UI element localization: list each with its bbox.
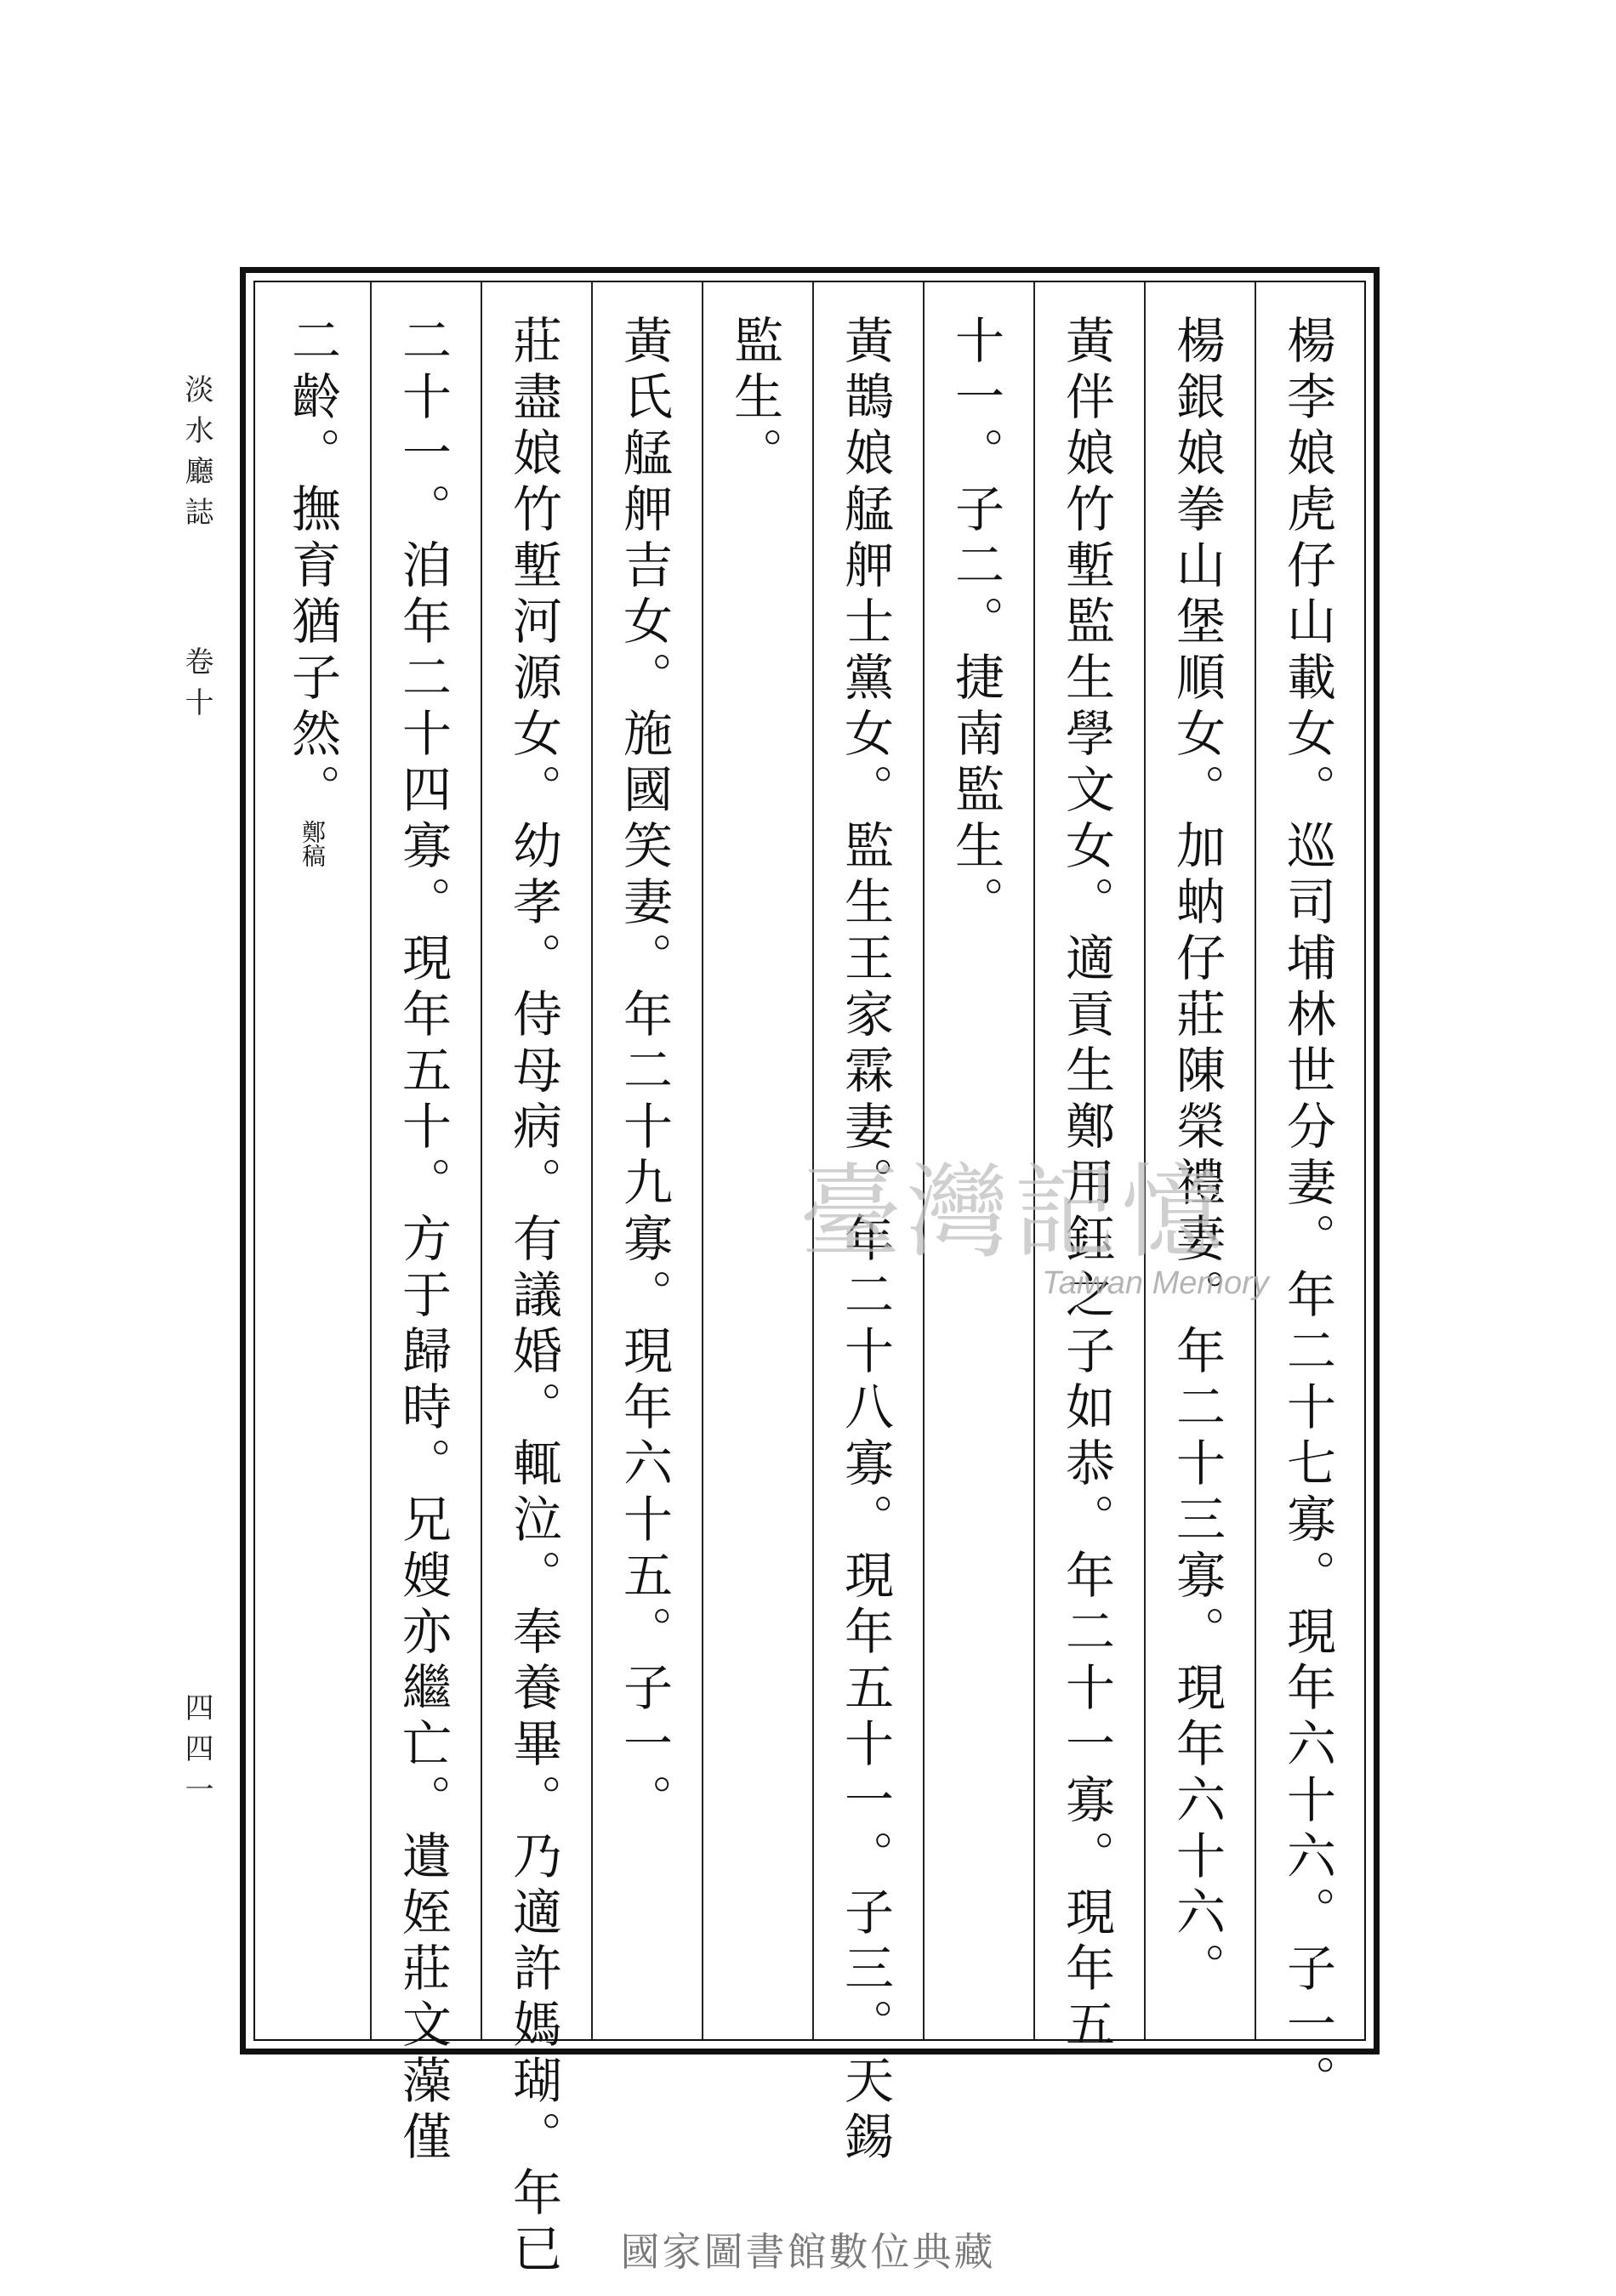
page-number: 四四一 — [179, 1692, 213, 1815]
volume-label: 卷十 — [179, 646, 213, 728]
text-column-4: 十一。子二。捷南監生。 — [947, 315, 1004, 932]
text-column-3: 黃伴娘竹塹監生學文女。適貢生鄭用鈺之子如恭。年二十一寡。現年五 — [1057, 315, 1115, 2054]
column-rule — [591, 282, 593, 2039]
source-note: 鄭稿 — [299, 820, 327, 867]
text-column-9: 二十一。洎年二十四寡。現年五十。方于歸時。兄嫂亦繼亡。遺姪莊文藻僅 — [394, 315, 452, 2167]
text-column-5: 黃鵲娘艋舺士黨女。監生王家霖妻。年二十八寡。現年五十一。子三。天錫 — [836, 315, 894, 2167]
text-column-2: 楊銀娘拳山堡順女。加蚋仔莊陳榮禮妻。年二十三寡。現年六十六。 — [1168, 315, 1226, 1998]
watermark-logo: 臺灣記憶 — [799, 1154, 1228, 1272]
column-rule — [1255, 282, 1256, 2039]
text-column-6: 監生。 — [725, 315, 783, 483]
watermark-logo-en: Taiwan Memory — [1042, 1265, 1269, 1301]
column-rule — [481, 282, 482, 2039]
text-column-1: 楊李娘虎仔山載女。巡司埔林世分妻。年二十七寡。現年六十六。子一。 — [1278, 315, 1336, 2111]
text-column-7: 黃氏艋舺吉女。施國笑妻。年二十九寡。現年六十五。子一。 — [615, 315, 673, 1830]
column-rule — [702, 282, 703, 2039]
column-rule — [370, 282, 372, 2039]
footer-credit: 國家圖書館數位典藏 — [620, 2229, 996, 2275]
text-column-8: 莊盡娘竹塹河源女。幼孝。侍母病。有議婚。輒泣。奉養畢。乃適許媽瑚。年已 — [504, 315, 562, 2279]
text-column-10: 二齡。撫育猶子然。鄭稿 — [283, 315, 341, 867]
book-title: 淡水廳誌 — [179, 374, 213, 537]
